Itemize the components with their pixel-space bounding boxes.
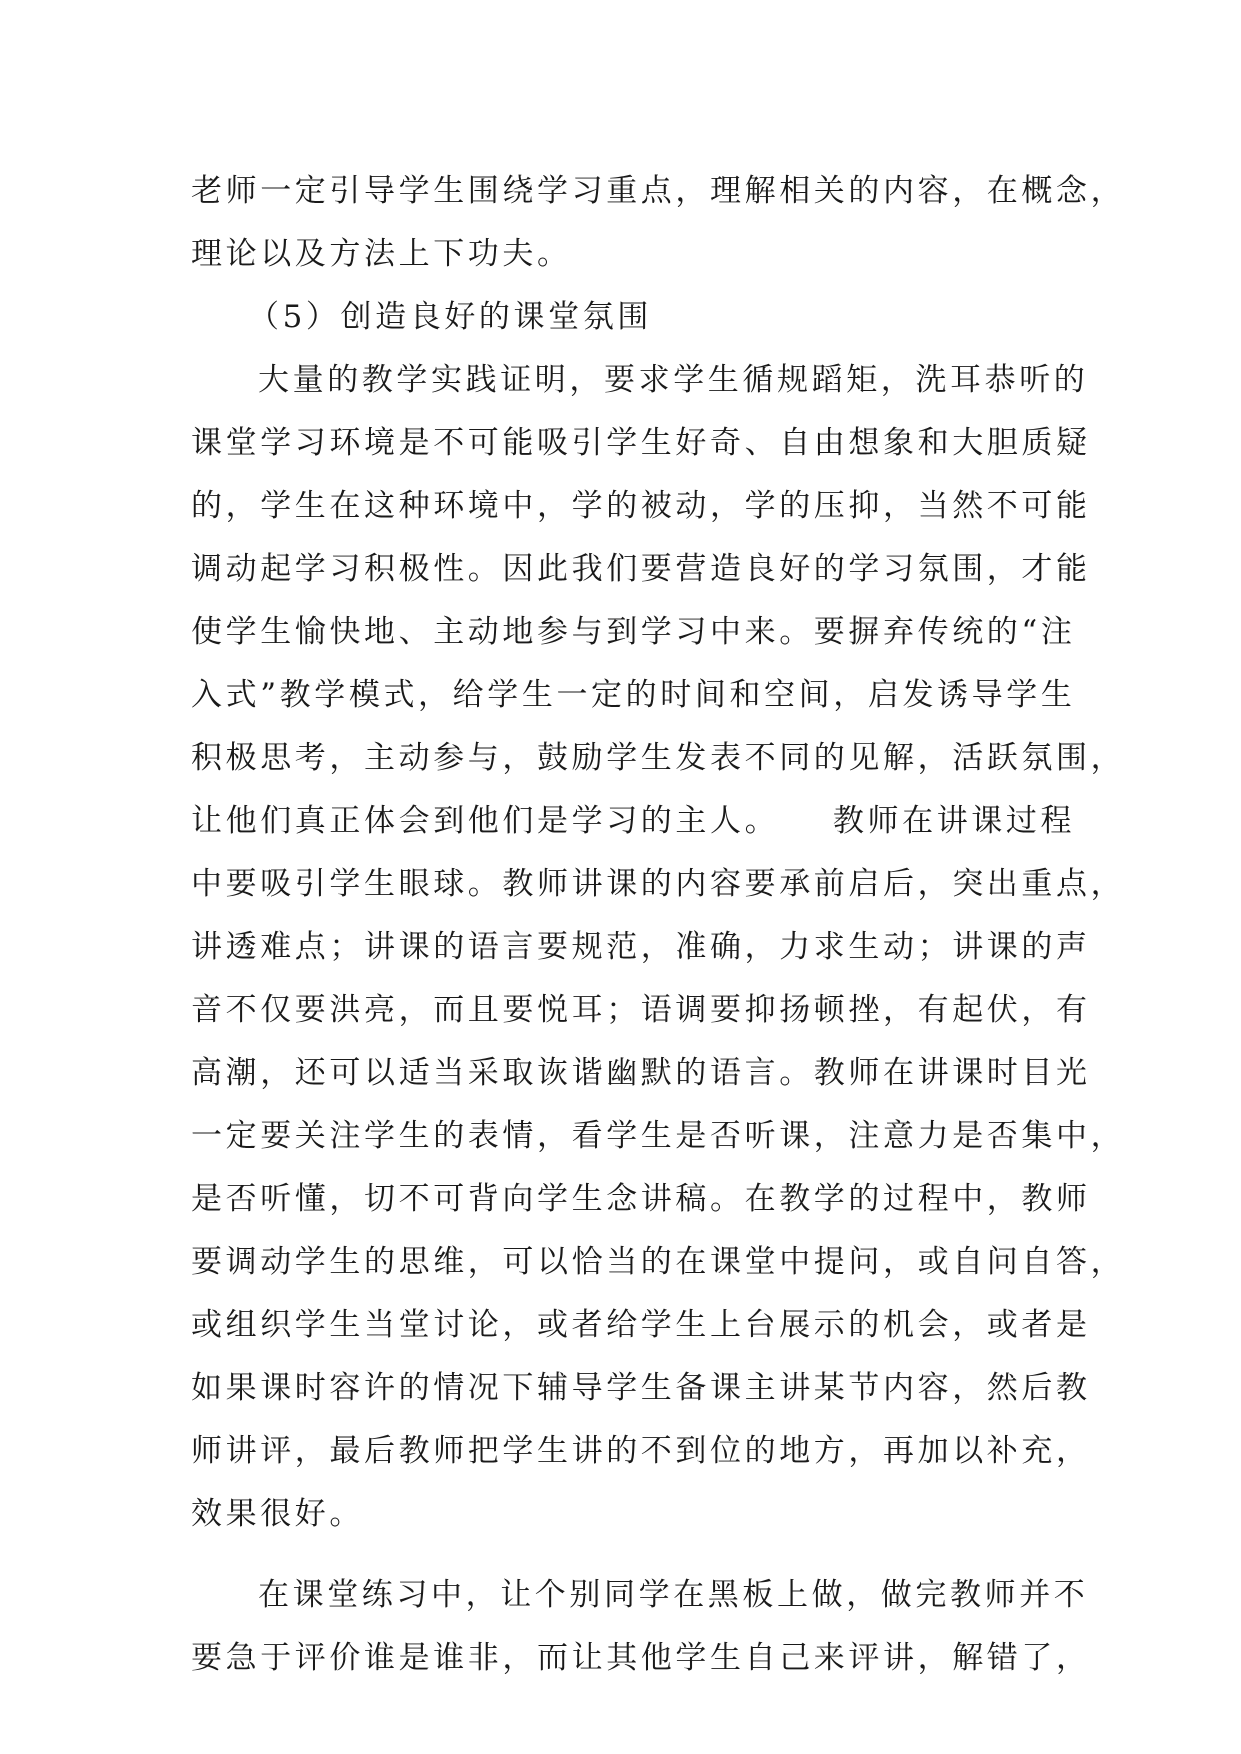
text-line: 音不仅要洪亮，而且要悦耳；语调要抑扬顿挫，有起伏，有 (191, 992, 1091, 1028)
text-line: 效果很好。 (191, 1496, 364, 1532)
section-heading: （5）创造良好的课堂氛围 (248, 299, 652, 335)
text-line: 课堂学习环境是不可能吸引学生好奇、自由想象和大胆质疑 (191, 425, 1091, 461)
text-line: 要调动学生的思维，可以恰当的在课堂中提问，或自问自答， (191, 1244, 1126, 1280)
paragraph-2 (191, 349, 1126, 1546)
paragraph-gap (191, 1546, 1061, 1564)
text-line: 积极思考，主动参与，鼓励学生发表不同的见解，活跃氛围， (191, 740, 1126, 776)
paragraph-3 (191, 1564, 1091, 1690)
text-line: 在课堂练习中，让个别同学在黑板上做，做完教师并不 (258, 1577, 1089, 1613)
text-line: 是否听懂，切不可背向学生念讲稿。在教学的过程中，教师 (191, 1181, 1091, 1217)
text-line: 中要吸引学生眼球。教师讲课的内容要承前启后，突出重点， (191, 866, 1126, 902)
text-line: 让他们真正体会到他们是学习的主人。 教师在讲课过程 (191, 803, 1076, 839)
text-line: 大量的教学实践证明，要求学生循规蹈矩，洗耳恭听的 (258, 362, 1089, 398)
text-line: 入式”教学模式，给学生一定的时间和空间，启发诱导学生 (191, 677, 1076, 713)
text-line: 使学生愉快地、主动地参与到学习中来。要摒弃传统的“注 (191, 614, 1076, 650)
text-line: 讲透难点；讲课的语言要规范，准确，力求生动；讲课的声 (191, 929, 1091, 965)
text-line: 要急于评价谁是谁非，而让其他学生自己来评讲，解错了， (191, 1640, 1091, 1676)
document-body (191, 160, 1126, 1690)
text-line: 的，学生在这种环境中，学的被动，学的压抑，当然不可能 (191, 488, 1091, 524)
text-line: 老师一定引导学生围绕学习重点，理解相关的内容，在概念， (191, 173, 1126, 209)
text-line: 高潮，还可以适当采取诙谐幽默的语言。教师在讲课时目光 (191, 1055, 1091, 1091)
text-line: 师讲评，最后教师把学生讲的不到位的地方，再加以补充， (191, 1433, 1091, 1469)
paragraph-1 (191, 160, 1126, 286)
text-line: 或组织学生当堂讨论，或者给学生上台展示的机会，或者是 (191, 1307, 1091, 1343)
text-line: 理论以及方法上下功夫。 (191, 236, 572, 272)
text-line: 调动起学习积极性。因此我们要营造良好的学习氛围，才能 (191, 551, 1091, 587)
text-line: 如果课时容许的情况下辅导学生备课主讲某节内容，然后教 (191, 1370, 1091, 1406)
text-line: 一定要关注学生的表情，看学生是否听课，注意力是否集中， (191, 1118, 1126, 1154)
